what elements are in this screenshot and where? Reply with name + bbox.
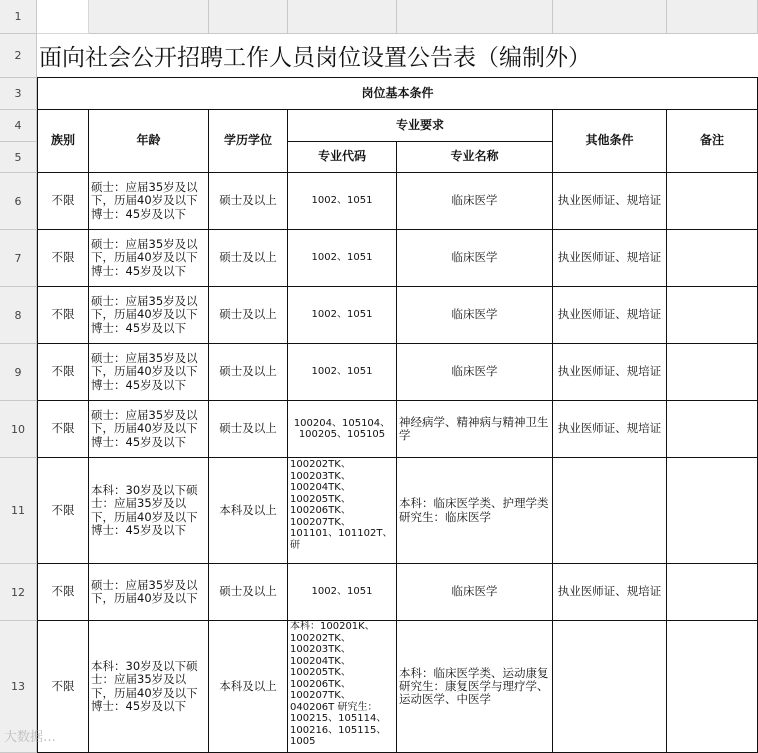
cell-ethnicity[interactable]: 不限 [37, 287, 89, 344]
cell-ethnicity[interactable]: 不限 [37, 173, 89, 230]
cell-ethnicity[interactable]: 不限 [37, 621, 89, 753]
column-header-e[interactable] [397, 0, 553, 34]
cell-major-code[interactable]: 本科：100201K、100202TK、100203TK、100204TK、100205TK、100206TK、100207TK、040206T 研究生：100215、105114、100216、105115、1005 [288, 621, 397, 753]
column-header-c[interactable] [209, 0, 288, 34]
column-header-d[interactable] [288, 0, 397, 34]
cell-age[interactable]: 硕士：应届35岁及以下，历届40岁及以下博士：45岁及以下 [89, 173, 209, 230]
cell-major-name[interactable]: 临床医学 [397, 344, 553, 401]
row-header[interactable]: 4 [0, 110, 37, 142]
cell-major-name[interactable]: 神经病学、精神病与精神卫生学 [397, 401, 553, 458]
empty-cell[interactable] [37, 0, 89, 34]
header-group[interactable]: 岗位基本条件 [37, 78, 758, 110]
cell-major-code[interactable]: 1002、1051 [288, 564, 397, 621]
cell-remark[interactable] [667, 401, 758, 458]
cell-ethnicity[interactable]: 不限 [37, 344, 89, 401]
cell-education[interactable]: 硕士及以上 [209, 230, 288, 287]
cell-major-name[interactable]: 临床医学 [397, 564, 553, 621]
cell-education[interactable]: 硕士及以上 [209, 287, 288, 344]
row-header[interactable]: 12 [0, 564, 37, 621]
cell-remark[interactable] [667, 344, 758, 401]
row-header[interactable]: 6 [0, 173, 37, 230]
cell-ethnicity[interactable]: 不限 [37, 564, 89, 621]
cell-age[interactable]: 硕士：应届35岁及以下，历届40岁及以下 [89, 564, 209, 621]
row-header[interactable]: 9 [0, 344, 37, 401]
cell-major-code[interactable]: 1002、1051 [288, 287, 397, 344]
cell-other-conditions[interactable] [553, 621, 667, 753]
sheet-title[interactable]: 面向社会公开招聘工作人员岗位设置公告表（编制外） [37, 34, 758, 78]
cell-age[interactable]: 本科：30岁及以下硕士：应届35岁及以下，历届40岁及以下博士：45岁及以下 [89, 621, 209, 753]
cell-other-conditions[interactable]: 执业医师证、规培证 [553, 344, 667, 401]
cell-other-conditions[interactable]: 执业医师证、规培证 [553, 564, 667, 621]
cell-other-conditions[interactable]: 执业医师证、规培证 [553, 287, 667, 344]
header-major-code[interactable]: 专业代码 [288, 142, 397, 173]
cell-age[interactable]: 硕士：应届35岁及以下，历届40岁及以下博士：45岁及以下 [89, 287, 209, 344]
cell-education[interactable]: 硕士及以上 [209, 401, 288, 458]
cell-major-code[interactable]: 100204、105104、100205、105105 [288, 401, 397, 458]
row-header[interactable]: 11 [0, 458, 37, 564]
cell-remark[interactable] [667, 564, 758, 621]
cell-major-name[interactable]: 临床医学 [397, 173, 553, 230]
cell-ethnicity[interactable]: 不限 [37, 401, 89, 458]
row-header[interactable]: 8 [0, 287, 37, 344]
cell-other-conditions[interactable]: 执业医师证、规培证 [553, 401, 667, 458]
cell-major-code[interactable]: 1002、1051 [288, 230, 397, 287]
cell-ethnicity[interactable]: 不限 [37, 230, 89, 287]
cell-age[interactable]: 硕士：应届35岁及以下，历届40岁及以下博士：45岁及以下 [89, 344, 209, 401]
cell-major-name[interactable]: 本科：临床医学类、运动康复 研究生：康复医学与理疗学、运动医学、中医学 [397, 621, 553, 753]
cell-remark[interactable] [667, 287, 758, 344]
cell-major-code[interactable]: 100202TK、100203TK、100204TK、100205TK、100206TK、100207TK、101101、101102T、 研 [288, 458, 397, 564]
cell-age[interactable]: 硕士：应届35岁及以下，历届40岁及以下博士：45岁及以下 [89, 401, 209, 458]
cell-remark[interactable] [667, 173, 758, 230]
column-header-b[interactable] [89, 0, 209, 34]
cell-major-name[interactable]: 临床医学 [397, 230, 553, 287]
header-major-name[interactable]: 专业名称 [397, 142, 553, 173]
cell-remark[interactable] [667, 458, 758, 564]
row-header[interactable]: 2 [0, 34, 37, 78]
cell-major-name[interactable]: 本科：临床医学类、护理学类 研究生：临床医学 [397, 458, 553, 564]
cell-age[interactable]: 硕士：应届35岁及以下，历届40岁及以下博士：45岁及以下 [89, 230, 209, 287]
cell-education[interactable]: 硕士及以上 [209, 564, 288, 621]
row-header[interactable]: 7 [0, 230, 37, 287]
cell-ethnicity[interactable]: 不限 [37, 458, 89, 564]
watermark: 大数据… [4, 730, 57, 745]
cell-major-name[interactable]: 临床医学 [397, 287, 553, 344]
cell-education[interactable]: 本科及以上 [209, 621, 288, 753]
cell-remark[interactable] [667, 621, 758, 753]
header-major-requirement[interactable]: 专业要求 [288, 110, 553, 142]
cell-other-conditions[interactable] [553, 458, 667, 564]
row-header[interactable]: 5 [0, 142, 37, 173]
row-header[interactable]: 1 [0, 0, 37, 34]
header-remark[interactable]: 备注 [667, 110, 758, 173]
cell-major-code[interactable]: 1002、1051 [288, 344, 397, 401]
cell-remark[interactable] [667, 230, 758, 287]
header-ethnicity[interactable]: 族别 [37, 110, 89, 173]
cell-education[interactable]: 硕士及以上 [209, 173, 288, 230]
row-header[interactable]: 10 [0, 401, 37, 458]
cell-education[interactable]: 本科及以上 [209, 458, 288, 564]
cell-other-conditions[interactable]: 执业医师证、规培证 [553, 230, 667, 287]
row-header[interactable]: 13 [0, 621, 37, 753]
cell-age[interactable]: 本科：30岁及以下硕士：应届35岁及以下，历届40岁及以下博士：45岁及以下 [89, 458, 209, 564]
cell-major-code[interactable]: 1002、1051 [288, 173, 397, 230]
cell-other-conditions[interactable]: 执业医师证、规培证 [553, 173, 667, 230]
column-header-f[interactable] [553, 0, 667, 34]
column-header-g[interactable] [667, 0, 758, 34]
cell-education[interactable]: 硕士及以上 [209, 344, 288, 401]
header-education[interactable]: 学历学位 [209, 110, 288, 173]
row-header[interactable]: 3 [0, 78, 37, 110]
header-other-conditions[interactable]: 其他条件 [553, 110, 667, 173]
header-age[interactable]: 年龄 [89, 110, 209, 173]
